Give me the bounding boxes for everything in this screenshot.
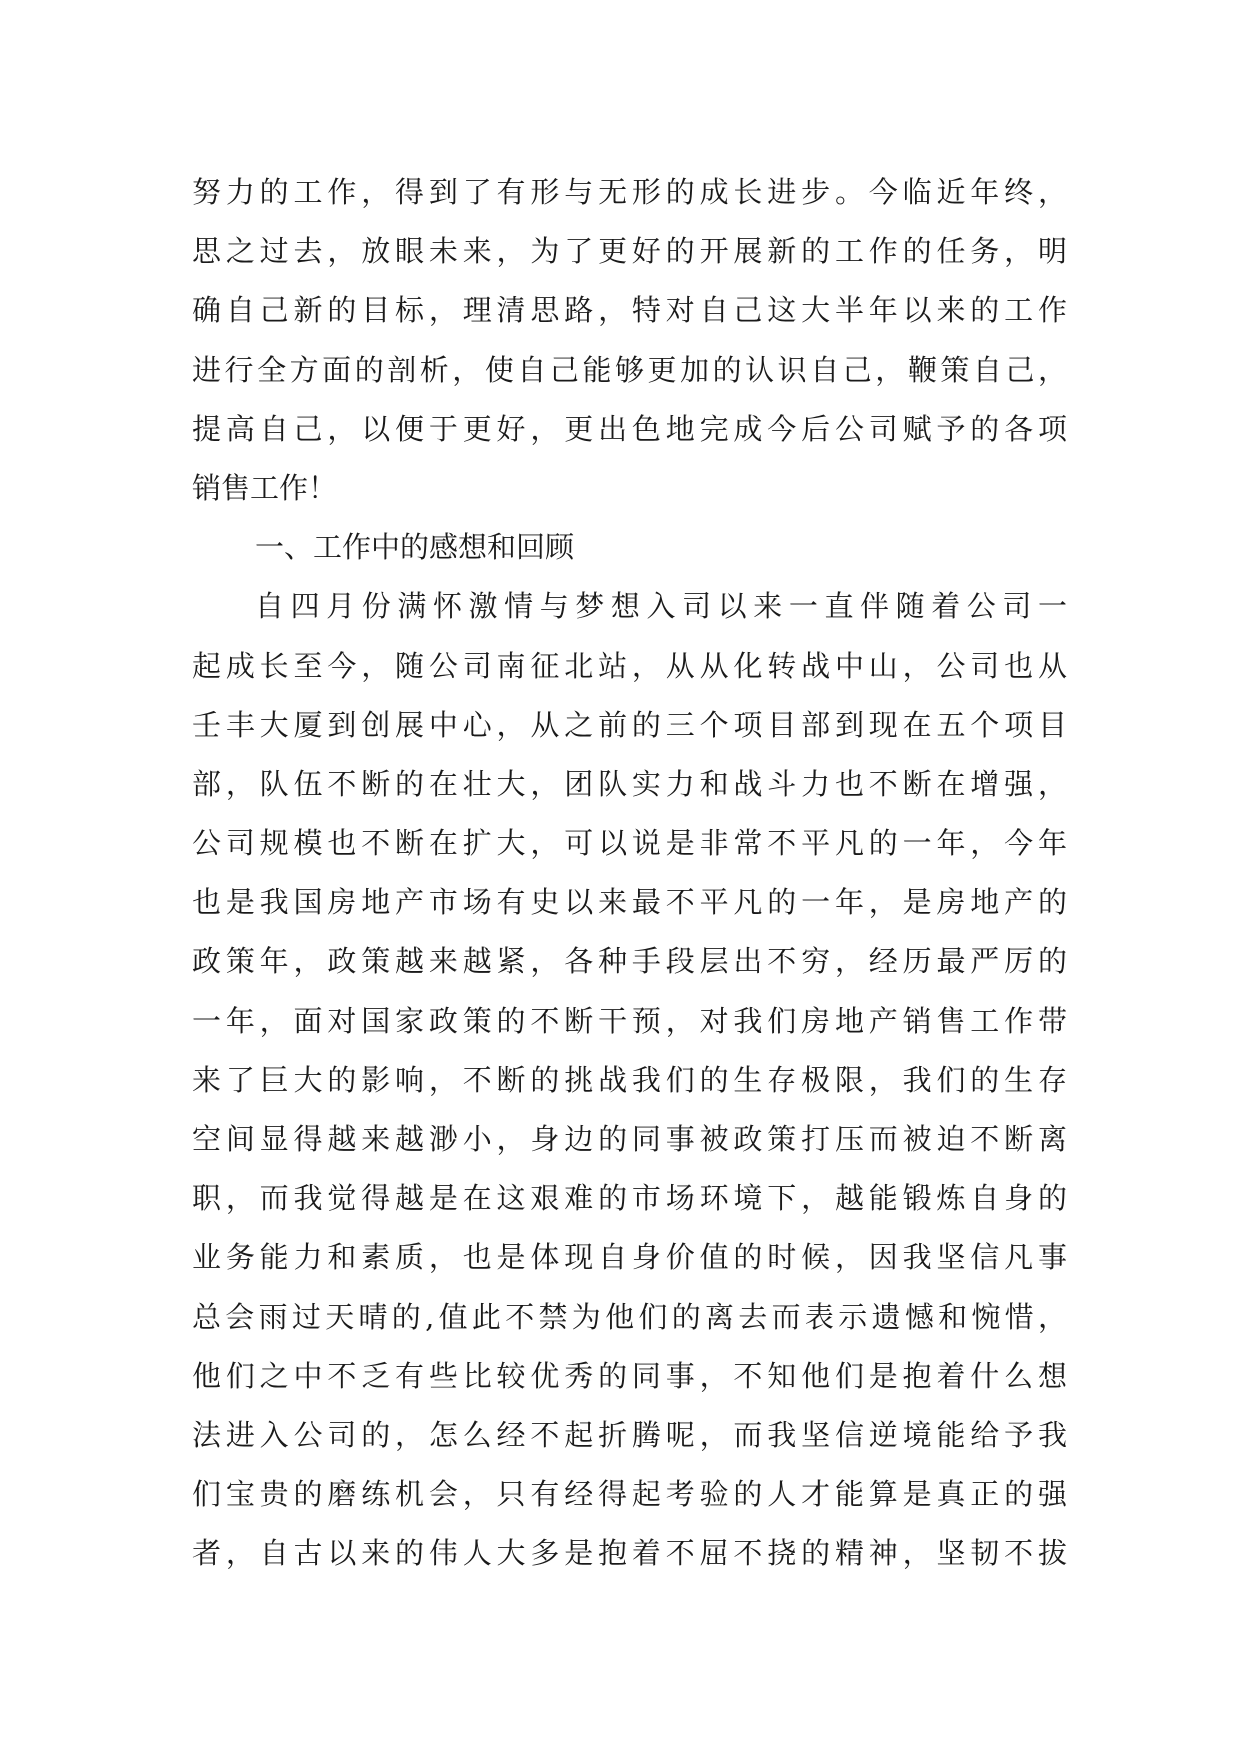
- text-line: 部，队伍不断的在壮大，团队实力和战斗力也不断在增强，: [192, 766, 1067, 801]
- document-body: [192, 163, 1067, 1584]
- text-line: 总会雨过天晴的,值此不禁为他们的离去而表示遗憾和惋惜，: [192, 1299, 1067, 1334]
- text-line: 一年，面对国家政策的不断干预，对我们房地产销售工作带: [192, 1003, 1067, 1038]
- text-line: 政策年，政策越来越紧，各种手段层出不穷，经历最严厉的: [192, 944, 1067, 979]
- text-line: 空间显得越来越渺小，身边的同事被政策打压而被迫不断离: [192, 1122, 1067, 1156]
- text-line: 也是我国房地产市场有史以来最不平凡的一年，是房地产的: [192, 885, 1067, 920]
- text-line: 法进入公司的，怎么经不起折腾呢，而我坚信逆境能给予我: [192, 1417, 1067, 1452]
- text-line: 职，而我觉得越是在这艰难的市场环境下，越能锻炼自身的: [192, 1181, 1067, 1216]
- text-line: 思之过去，放眼未来，为了更好的开展新的工作的任务，明: [192, 234, 1067, 269]
- text-line: 业务能力和素质，也是体现自身价值的时候，因我坚信凡事: [192, 1240, 1067, 1275]
- text-line: 努力的工作，得到了有形与无形的成长进步。今临近年终，: [192, 175, 1067, 209]
- text-line: 提高自己，以便于更好，更出色地完成今后公司赋予的各项: [192, 411, 1067, 446]
- text-line: 销售工作！: [192, 470, 338, 505]
- text-line: 自四月份满怀激情与梦想入司以来一直伴随着公司一: [255, 589, 1067, 624]
- text-line: 确自己新的目标，理清思路，特对自己这大半年以来的工作: [192, 293, 1067, 328]
- text-line: 进行全方面的剖析，使自己能够更加的认识自己，鞭策自己，: [192, 352, 1067, 387]
- text-line: 公司规模也不断在扩大，可以说是非常不平凡的一年，今年: [192, 826, 1067, 861]
- text-line: 他们之中不乏有些比较优秀的同事，不知他们是抱着什么想: [192, 1358, 1067, 1393]
- section-heading: 一、工作中的感想和回顾: [255, 530, 575, 565]
- text-line: 们宝贵的磨练机会，只有经得起考验的人才能算是真正的强: [192, 1477, 1067, 1512]
- text-line: 起成长至今，随公司南征北站，从从化转战中山，公司也从: [192, 648, 1067, 683]
- text-line: 来了巨大的影响，不断的挑战我们的生存极限，我们的生存: [192, 1062, 1067, 1097]
- text-line: 者，自古以来的伟人大多是抱着不屈不挠的精神，坚韧不拔: [192, 1536, 1067, 1571]
- text-line: 壬丰大厦到创展中心，从之前的三个项目部到现在五个项目: [192, 707, 1067, 742]
